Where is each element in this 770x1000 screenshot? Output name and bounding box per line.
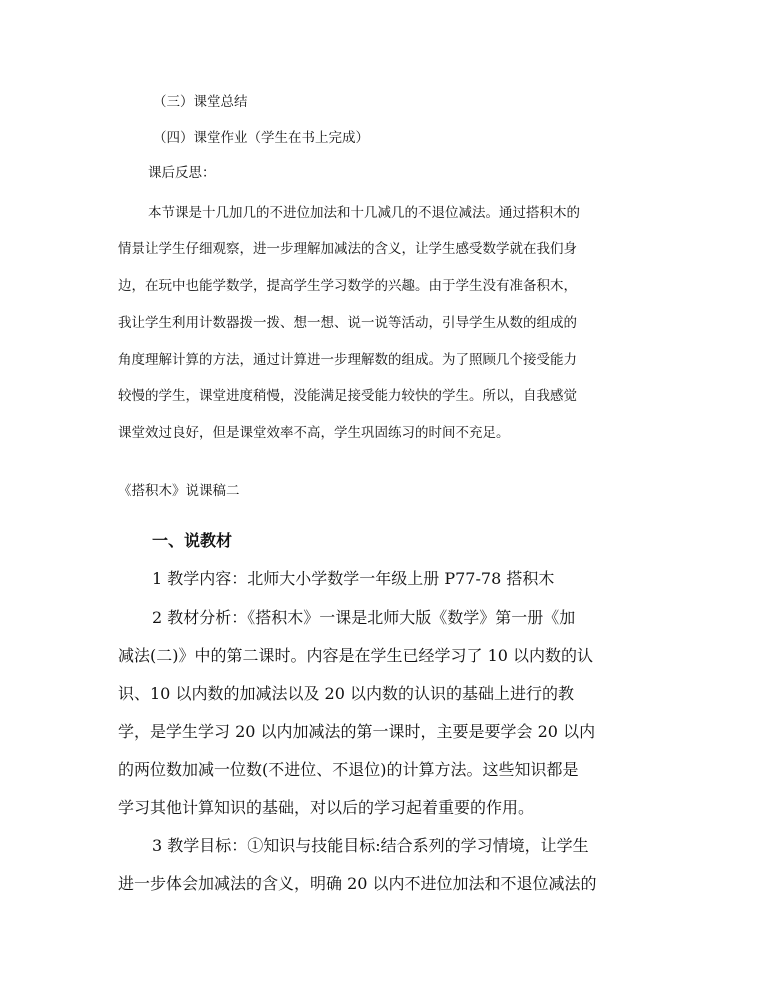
body-line: 3 教学目标：①知识与技能目标:结合系列的学习情境，让学生	[152, 836, 589, 855]
body-line: 的两位数加减一位数(不进位、不退位)的计算方法。这些知识都是	[118, 760, 579, 779]
body-line: 1 教学内容：北师大小学数学一年级上册 P77-78 搭积木	[152, 569, 555, 588]
body-line: 减法(二)》中的第二课时。内容是在学生已经学习了 10 以内数的认	[118, 646, 594, 665]
section-heading-textbook: 一、说教材	[152, 531, 233, 550]
section-three-heading: （三）课堂总结	[153, 94, 248, 110]
reflection-line: 角度理解计算的方法，通过计算进一步理解数的组成。为了照顾几个接受能力	[118, 352, 577, 368]
body-line: 学，是学生学习 20 以内加减法的第一课时，主要是要学会 20 以内	[118, 722, 596, 741]
reflection-label: 课后反思：	[148, 165, 216, 181]
body-line: 识、10 以内数的加减法以及 20 以内数的认识的基础上进行的教	[118, 684, 574, 703]
body-line: 学习其他计算知识的基础，对以后的学习起着重要的作用。	[118, 798, 535, 817]
reflection-line: 边，在玩中也能学数学，提高学生学习数学的兴趣。由于学生没有准备积木，	[118, 278, 577, 294]
reflection-line: 我让学生利用计数器拨一拨、想一想、说一说等活动，引导学生从数的组成的	[118, 315, 577, 331]
lesson-plan-title: 《搭积木》说课稿二	[118, 483, 240, 499]
body-line: 2 教材分析：《搭积木》一课是北师大版《数学》第一册《加	[152, 608, 576, 627]
reflection-line: 情景让学生仔细观察，进一步理解加减法的含义，让学生感受数学就在我们身	[118, 241, 577, 257]
body-line: 进一步体会加减法的含义，明确 20 以内不进位加法和不退位减法的	[118, 874, 597, 893]
reflection-line: 较慢的学生，课堂进度稍慢，没能满足接受能力较快的学生。所以，自我感觉	[118, 388, 577, 404]
reflection-line: 课堂效过良好，但是课堂效率不高，学生巩固练习的时间不充足。	[118, 425, 510, 441]
reflection-line: 本节课是十几加几的不进位加法和十几减几的不退位减法。通过搭积木的	[148, 205, 580, 221]
section-four-heading: （四）课堂作业（学生在书上完成）	[153, 130, 369, 146]
